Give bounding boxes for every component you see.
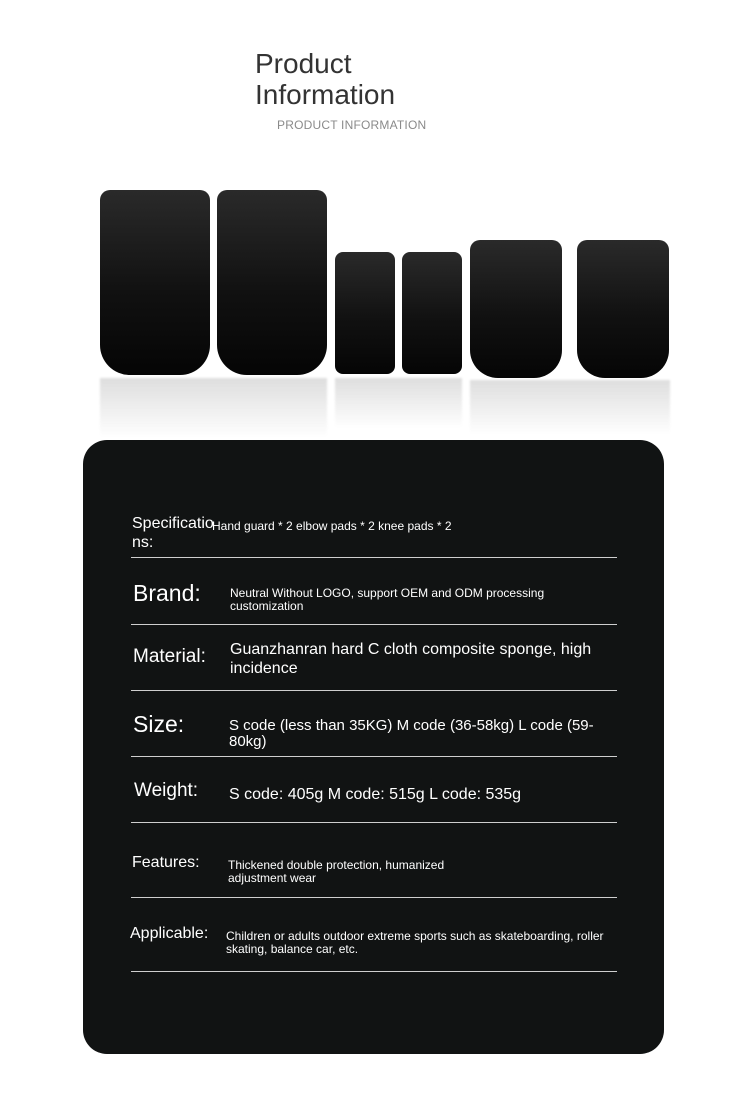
spec-row-features: [131, 823, 617, 898]
knee-pad-left: [100, 190, 210, 375]
spec-label: Applicable:: [130, 925, 209, 942]
spec-value: Neutral Without LOGO, support OEM and ODM processing customization: [230, 586, 545, 613]
spec-row-material: [131, 625, 617, 691]
spec-value: Children or adults outdoor extreme sports such as skateboarding, roller skating, balance car, etc.: [226, 929, 604, 956]
spec-value: S code (less than 35KG) M code (36-58kg) L code (59-80kg): [229, 717, 594, 750]
elbow-pad-left: [470, 240, 562, 378]
spec-row-applicable: [131, 898, 617, 972]
product-photo: [95, 180, 675, 440]
section-header: [255, 48, 395, 110]
spec-value: Thickened double protection, humanized adjustment wear: [228, 858, 445, 885]
spec-value: S code: 405g M code: 515g L code: 535g: [229, 786, 522, 803]
spec-label: Brand:: [133, 580, 201, 606]
wrist-guard-left: [335, 252, 395, 374]
spec-row-brand: [131, 558, 617, 625]
spec-card: [83, 440, 664, 1054]
title-line-2: Information: [255, 79, 396, 110]
reflection: [100, 378, 327, 438]
knee-pad-right: [217, 190, 327, 375]
spec-value: Hand guard * 2 elbow pads * 2 knee pads * 2: [212, 519, 452, 533]
section-subtitle: PRODUCT INFORMATION: [277, 118, 427, 132]
reflection: [335, 378, 462, 428]
spec-label: Specifications:: [132, 515, 214, 551]
spec-label: Features:: [132, 854, 200, 871]
wrist-guard-right: [402, 252, 462, 374]
spec-row-weight: [131, 757, 617, 823]
spec-label: Size:: [133, 711, 185, 737]
spec-row-size: [131, 691, 617, 757]
spec-label: Material:: [133, 646, 206, 667]
reflection: [470, 380, 670, 435]
spec-value: Guanzhanran hard C cloth composite sponge, high incidence: [230, 641, 592, 677]
title-line-1: Product: [255, 48, 352, 79]
elbow-pad-right: [577, 240, 669, 378]
spec-label: Weight:: [134, 780, 199, 801]
spec-row-specifications: [131, 502, 617, 558]
